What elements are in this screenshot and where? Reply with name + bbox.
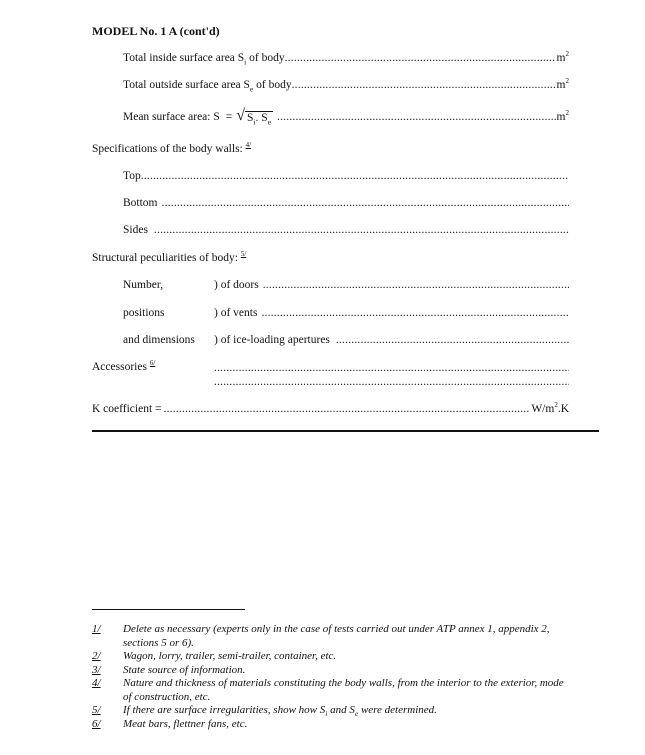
footnote-1: 1/ Delete as necessary (experts only in the case of tests carried out under ATP annex 1, appendix 2, sections 5 or 6).: [92, 623, 550, 649]
structural-col1-dimensions: and dimensions: [123, 334, 195, 346]
vents-row: [214, 307, 569, 319]
page-title: MODEL No. 1 A (cont'd): [92, 24, 220, 38]
walls-bottom-field[interactable]: [162, 197, 569, 209]
section-divider: [92, 430, 599, 432]
vents-field[interactable]: [261, 307, 569, 319]
walls-top-field[interactable]: [141, 170, 569, 182]
footnotes: [92, 623, 572, 731]
walls-bottom-label: Bottom: [123, 197, 158, 209]
vents-label: ) of vents: [214, 307, 258, 319]
inside-area-label: Total inside surface area $S_i$ of body: [123, 52, 285, 67]
footnote-4: 4/ Nature and thickness of materials constituting the body walls, from the interior to the exterior, mode of construction, etc.: [92, 677, 564, 703]
structural-col1-positions: positions: [123, 307, 165, 319]
k-coefficient-label: K coefficient =: [92, 403, 162, 415]
walls-heading: Specifications of the body walls: $^{4/}$: [92, 141, 252, 155]
doors-row: [214, 279, 569, 291]
outside-area-row: [123, 77, 569, 94]
walls-sides-row: [123, 224, 569, 236]
ice-apertures-row: [214, 334, 569, 346]
doors-field[interactable]: [263, 279, 569, 291]
ice-apertures-label: ) of ice-loading apertures: [214, 334, 330, 346]
footnote-2: 2/ Wagon, lorry, trailer, semi-trailer, container, etc.: [92, 650, 337, 662]
k-coefficient-field[interactable]: [164, 403, 531, 415]
inside-area-unit: $m^2$: [556, 50, 569, 64]
accessories-row-1: [214, 362, 569, 374]
footnote-6: 6/ Meat bars, flettner fans, etc.: [92, 717, 248, 730]
structural-heading: Structural peculiarities of body: $^{5/}$: [92, 250, 247, 264]
outside-area-unit: $m^2$: [556, 77, 569, 91]
inside-area-field[interactable]: [285, 52, 556, 64]
structural-col1-number: Number,: [123, 279, 164, 291]
walls-sides-label: Sides: [123, 224, 148, 236]
mean-area-unit: $m^2$: [556, 109, 569, 123]
accessories-label: Accessories $^{6/}$: [92, 359, 156, 373]
inside-area-row: [123, 50, 569, 67]
k-coefficient-unit: $W/m^2.K$: [531, 401, 569, 415]
footnote-5: 5/ If there are surface irregularities, show how $S_i$ and $S_e$ were determined.: [92, 704, 437, 719]
walls-bottom-row: [123, 197, 569, 209]
doors-label: ) of doors: [214, 279, 259, 291]
footnote-divider: [92, 609, 245, 610]
square-root-formula: √ $S_i$. $S_e$: [236, 107, 272, 127]
mean-area-label: Mean surface area: S: [123, 111, 220, 123]
mean-area-field[interactable]: [277, 111, 556, 123]
walls-sides-field[interactable]: [154, 224, 569, 236]
equals-sign: =: [225, 111, 233, 123]
accessories-row-2: [214, 376, 569, 388]
walls-top-label: Top: [123, 170, 141, 182]
accessories-field-1[interactable]: [214, 362, 569, 374]
accessories-field-2[interactable]: [214, 376, 569, 388]
walls-top-row: [123, 170, 569, 182]
outside-area-label: Total outside surface area $S_e$ of body: [123, 79, 292, 94]
footnote-3: 3/ State source of information.: [92, 663, 246, 676]
ice-apertures-field[interactable]: [336, 334, 569, 346]
mean-area-row: [123, 107, 569, 127]
outside-area-field[interactable]: [292, 79, 556, 91]
k-coefficient-row: [92, 403, 569, 415]
radical-icon: √: [236, 107, 246, 124]
